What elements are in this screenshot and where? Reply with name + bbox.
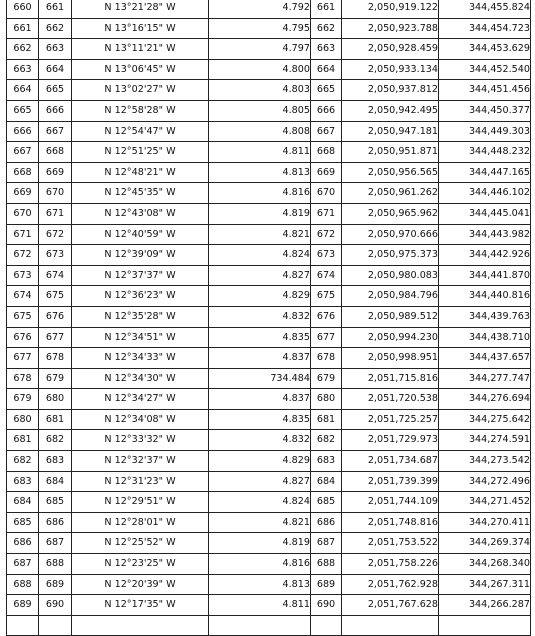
station-to-cell xyxy=(39,615,72,636)
point-cell: 675 xyxy=(311,286,342,307)
station-from-cell: 667 xyxy=(7,142,39,163)
easting-cell: 344,449.303 xyxy=(439,121,531,142)
easting-cell: 344,275.642 xyxy=(439,409,531,430)
bearing-cell: N 12°36'23" W xyxy=(72,286,209,307)
easting-cell: 344,266.287 xyxy=(439,595,531,616)
bearing-cell: N 12°34'27" W xyxy=(72,389,209,410)
northing-cell: 2,050,933.134 xyxy=(342,59,439,80)
easting-cell: 344,447.165 xyxy=(439,162,531,183)
station-to-cell: 689 xyxy=(39,574,72,595)
northing-cell xyxy=(342,615,439,636)
point-cell: 690 xyxy=(311,595,342,616)
distance-cell: 4.800 xyxy=(209,59,311,80)
station-to-cell: 661 xyxy=(39,0,72,18)
northing-cell: 2,050,919.122 xyxy=(342,0,439,18)
northing-cell: 2,050,947.181 xyxy=(342,121,439,142)
table-row xyxy=(7,451,531,472)
point-cell: 667 xyxy=(311,121,342,142)
point-cell: 678 xyxy=(311,348,342,369)
survey-coordinates-table xyxy=(6,0,531,636)
easting-cell: 344,455.824 xyxy=(439,0,531,18)
northing-cell: 2,050,942.495 xyxy=(342,100,439,121)
distance-cell: 4.832 xyxy=(209,306,311,327)
northing-cell: 2,050,980.083 xyxy=(342,265,439,286)
station-from-cell: 682 xyxy=(7,451,39,472)
bearing-cell: N 12°33'32" W xyxy=(72,430,209,451)
easting-cell: 344,439.763 xyxy=(439,306,531,327)
point-cell: 663 xyxy=(311,39,342,60)
point-cell: 679 xyxy=(311,368,342,389)
easting-cell: 344,438.710 xyxy=(439,327,531,348)
table-row xyxy=(7,80,531,101)
northing-cell: 2,051,767.628 xyxy=(342,595,439,616)
bearing-cell: N 12°58'28" W xyxy=(72,100,209,121)
station-from-cell: 669 xyxy=(7,183,39,204)
table-row xyxy=(7,245,531,266)
bearing-cell: N 12°34'08" W xyxy=(72,409,209,430)
table-row xyxy=(7,0,531,18)
station-to-cell: 676 xyxy=(39,306,72,327)
station-from-cell: 671 xyxy=(7,224,39,245)
station-from-cell: 689 xyxy=(7,595,39,616)
table-row xyxy=(7,389,531,410)
distance-cell: 4.808 xyxy=(209,121,311,142)
station-to-cell: 680 xyxy=(39,389,72,410)
bearing-cell: N 12°54'47" W xyxy=(72,121,209,142)
easting-cell: 344,267.311 xyxy=(439,574,531,595)
easting-cell: 344,451.456 xyxy=(439,80,531,101)
bearing-cell: N 12°45'35" W xyxy=(72,183,209,204)
station-to-cell: 662 xyxy=(39,18,72,39)
station-to-cell: 671 xyxy=(39,203,72,224)
northing-cell: 2,050,970.666 xyxy=(342,224,439,245)
easting-cell: 344,437.657 xyxy=(439,348,531,369)
table-row xyxy=(7,533,531,554)
point-cell: 668 xyxy=(311,142,342,163)
table-row xyxy=(7,18,531,39)
station-to-cell: 681 xyxy=(39,409,72,430)
bearing-cell: N 12°40'59" W xyxy=(72,224,209,245)
table-row xyxy=(7,471,531,492)
table-row xyxy=(7,492,531,513)
table-row xyxy=(7,348,531,369)
station-to-cell: 685 xyxy=(39,492,72,513)
table-row xyxy=(7,409,531,430)
distance-cell: 4.829 xyxy=(209,451,311,472)
easting-cell: 344,446.102 xyxy=(439,183,531,204)
point-cell xyxy=(311,615,342,636)
table-body xyxy=(7,0,531,636)
bearing-cell: N 12°51'25" W xyxy=(72,142,209,163)
northing-cell: 2,051,753.522 xyxy=(342,533,439,554)
table-row xyxy=(7,224,531,245)
table-row xyxy=(7,162,531,183)
bearing-cell: N 12°23'25" W xyxy=(72,554,209,575)
northing-cell: 2,050,951.871 xyxy=(342,142,439,163)
table-row xyxy=(7,183,531,204)
easting-cell: 344,454.723 xyxy=(439,18,531,39)
distance-cell: 4.811 xyxy=(209,142,311,163)
station-from-cell: 664 xyxy=(7,80,39,101)
point-cell: 674 xyxy=(311,265,342,286)
distance-cell: 4.832 xyxy=(209,430,311,451)
table-row xyxy=(7,203,531,224)
station-from-cell: 668 xyxy=(7,162,39,183)
table-row xyxy=(7,121,531,142)
northing-cell: 2,050,989.512 xyxy=(342,306,439,327)
table-row xyxy=(7,39,531,60)
bearing-cell: N 12°39'09" W xyxy=(72,245,209,266)
station-from-cell: 679 xyxy=(7,389,39,410)
table-row xyxy=(7,142,531,163)
point-cell: 669 xyxy=(311,162,342,183)
easting-cell: 344,450.377 xyxy=(439,100,531,121)
station-to-cell: 668 xyxy=(39,142,72,163)
station-from-cell: 684 xyxy=(7,492,39,513)
station-from-cell: 661 xyxy=(7,18,39,39)
point-cell: 673 xyxy=(311,245,342,266)
bearing-cell: N 13°16'15" W xyxy=(72,18,209,39)
bearing-cell: N 12°17'35" W xyxy=(72,595,209,616)
northing-cell: 2,050,975.373 xyxy=(342,245,439,266)
table-row xyxy=(7,59,531,80)
station-from-cell: 687 xyxy=(7,554,39,575)
table-row xyxy=(7,595,531,616)
distance-cell: 4.805 xyxy=(209,100,311,121)
point-cell: 680 xyxy=(311,389,342,410)
easting-cell: 344,448.232 xyxy=(439,142,531,163)
point-cell: 688 xyxy=(311,554,342,575)
station-to-cell: 663 xyxy=(39,39,72,60)
distance-cell: 4.821 xyxy=(209,512,311,533)
northing-cell: 2,051,744.109 xyxy=(342,492,439,513)
distance-cell: 4.803 xyxy=(209,80,311,101)
bearing-cell: N 12°25'52" W xyxy=(72,533,209,554)
station-to-cell: 665 xyxy=(39,80,72,101)
station-to-cell: 682 xyxy=(39,430,72,451)
northing-cell: 2,050,961.262 xyxy=(342,183,439,204)
station-to-cell: 666 xyxy=(39,100,72,121)
station-to-cell: 678 xyxy=(39,348,72,369)
distance-cell: 4.819 xyxy=(209,533,311,554)
station-from-cell: 670 xyxy=(7,203,39,224)
station-from-cell: 688 xyxy=(7,574,39,595)
bearing-cell: N 12°31'23" W xyxy=(72,471,209,492)
station-from-cell: 674 xyxy=(7,286,39,307)
northing-cell: 2,050,956.565 xyxy=(342,162,439,183)
station-to-cell: 674 xyxy=(39,265,72,286)
point-cell: 683 xyxy=(311,451,342,472)
easting-cell: 344,442.926 xyxy=(439,245,531,266)
point-cell: 686 xyxy=(311,512,342,533)
easting-cell: 344,271.452 xyxy=(439,492,531,513)
station-to-cell: 669 xyxy=(39,162,72,183)
distance-cell: 4.827 xyxy=(209,471,311,492)
bearing-cell: N 12°48'21" W xyxy=(72,162,209,183)
table-row xyxy=(7,615,531,636)
easting-cell: 344,453.629 xyxy=(439,39,531,60)
northing-cell: 2,051,720.538 xyxy=(342,389,439,410)
distance-cell: 4.824 xyxy=(209,492,311,513)
station-to-cell: 677 xyxy=(39,327,72,348)
table-row xyxy=(7,512,531,533)
point-cell: 682 xyxy=(311,430,342,451)
station-to-cell: 667 xyxy=(39,121,72,142)
bearing-cell: N 12°28'01" W xyxy=(72,512,209,533)
table-row xyxy=(7,430,531,451)
easting-cell: 344,443.982 xyxy=(439,224,531,245)
point-cell: 676 xyxy=(311,306,342,327)
bearing-cell: N 12°35'28" W xyxy=(72,306,209,327)
easting-cell: 344,440.816 xyxy=(439,286,531,307)
distance-cell: 4.813 xyxy=(209,574,311,595)
distance-cell: 4.821 xyxy=(209,224,311,245)
easting-cell: 344,445.041 xyxy=(439,203,531,224)
station-to-cell: 673 xyxy=(39,245,72,266)
northing-cell: 2,050,923.788 xyxy=(342,18,439,39)
point-cell: 685 xyxy=(311,492,342,513)
bearing-cell xyxy=(72,615,209,636)
station-to-cell: 679 xyxy=(39,368,72,389)
bearing-cell: N 12°32'37" W xyxy=(72,451,209,472)
distance-cell: 4.837 xyxy=(209,389,311,410)
northing-cell: 2,051,762.928 xyxy=(342,574,439,595)
northing-cell: 2,050,984.796 xyxy=(342,286,439,307)
table-row xyxy=(7,368,531,389)
easting-cell: 344,452.540 xyxy=(439,59,531,80)
bearing-cell: N 12°20'39" W xyxy=(72,574,209,595)
station-from-cell: 678 xyxy=(7,368,39,389)
station-from-cell: 672 xyxy=(7,245,39,266)
table-row xyxy=(7,554,531,575)
distance-cell: 734.484 xyxy=(209,368,311,389)
station-to-cell: 664 xyxy=(39,59,72,80)
table-row xyxy=(7,265,531,286)
northing-cell: 2,050,928.459 xyxy=(342,39,439,60)
northing-cell: 2,051,729.973 xyxy=(342,430,439,451)
station-from-cell: 677 xyxy=(7,348,39,369)
northing-cell: 2,051,725.257 xyxy=(342,409,439,430)
northing-cell: 2,050,965.962 xyxy=(342,203,439,224)
easting-cell: 344,277.747 xyxy=(439,368,531,389)
easting-cell: 344,272.496 xyxy=(439,471,531,492)
point-cell: 672 xyxy=(311,224,342,245)
station-from-cell: 676 xyxy=(7,327,39,348)
point-cell: 684 xyxy=(311,471,342,492)
point-cell: 664 xyxy=(311,59,342,80)
station-to-cell: 672 xyxy=(39,224,72,245)
point-cell: 662 xyxy=(311,18,342,39)
station-to-cell: 670 xyxy=(39,183,72,204)
northing-cell: 2,051,748.816 xyxy=(342,512,439,533)
station-from-cell: 680 xyxy=(7,409,39,430)
station-to-cell: 683 xyxy=(39,451,72,472)
station-from-cell: 666 xyxy=(7,121,39,142)
table-row xyxy=(7,100,531,121)
distance-cell: 4.827 xyxy=(209,265,311,286)
distance-cell: 4.792 xyxy=(209,0,311,18)
distance-cell: 4.835 xyxy=(209,327,311,348)
station-from-cell: 663 xyxy=(7,59,39,80)
point-cell: 661 xyxy=(311,0,342,18)
station-to-cell: 690 xyxy=(39,595,72,616)
easting-cell: 344,268.340 xyxy=(439,554,531,575)
northing-cell: 2,050,994.230 xyxy=(342,327,439,348)
station-to-cell: 688 xyxy=(39,554,72,575)
point-cell: 689 xyxy=(311,574,342,595)
station-from-cell: 686 xyxy=(7,533,39,554)
northing-cell: 2,050,998.951 xyxy=(342,348,439,369)
station-to-cell: 684 xyxy=(39,471,72,492)
station-from-cell: 665 xyxy=(7,100,39,121)
bearing-cell: N 12°34'30" W xyxy=(72,368,209,389)
point-cell: 666 xyxy=(311,100,342,121)
distance-cell: 4.816 xyxy=(209,183,311,204)
easting-cell: 344,276.694 xyxy=(439,389,531,410)
station-to-cell: 686 xyxy=(39,512,72,533)
point-cell: 677 xyxy=(311,327,342,348)
distance-cell: 4.797 xyxy=(209,39,311,60)
station-from-cell: 681 xyxy=(7,430,39,451)
table-row xyxy=(7,327,531,348)
northing-cell: 2,050,937.812 xyxy=(342,80,439,101)
bearing-cell: N 13°21'28" W xyxy=(72,0,209,18)
point-cell: 681 xyxy=(311,409,342,430)
point-cell: 687 xyxy=(311,533,342,554)
distance-cell: 4.824 xyxy=(209,245,311,266)
station-from-cell: 662 xyxy=(7,39,39,60)
northing-cell: 2,051,739.399 xyxy=(342,471,439,492)
distance-cell: 4.819 xyxy=(209,203,311,224)
station-from-cell: 660 xyxy=(7,0,39,18)
easting-cell: 344,274.591 xyxy=(439,430,531,451)
distance-cell: 4.816 xyxy=(209,554,311,575)
table-row xyxy=(7,306,531,327)
distance-cell: 4.835 xyxy=(209,409,311,430)
station-to-cell: 675 xyxy=(39,286,72,307)
bearing-cell: N 13°02'27" W xyxy=(72,80,209,101)
easting-cell xyxy=(439,615,531,636)
bearing-cell: N 13°11'21" W xyxy=(72,39,209,60)
station-from-cell: 685 xyxy=(7,512,39,533)
easting-cell: 344,269.374 xyxy=(439,533,531,554)
northing-cell: 2,051,758.226 xyxy=(342,554,439,575)
table-row xyxy=(7,574,531,595)
easting-cell: 344,441.870 xyxy=(439,265,531,286)
easting-cell: 344,270.411 xyxy=(439,512,531,533)
distance-cell: 4.813 xyxy=(209,162,311,183)
northing-cell: 2,051,734.687 xyxy=(342,451,439,472)
bearing-cell: N 12°37'37" W xyxy=(72,265,209,286)
distance-cell: 4.829 xyxy=(209,286,311,307)
distance-cell xyxy=(209,615,311,636)
station-from-cell: 675 xyxy=(7,306,39,327)
point-cell: 665 xyxy=(311,80,342,101)
point-cell: 671 xyxy=(311,203,342,224)
bearing-cell: N 12°43'08" W xyxy=(72,203,209,224)
station-from-cell: 683 xyxy=(7,471,39,492)
bearing-cell: N 13°06'45" W xyxy=(72,59,209,80)
distance-cell: 4.811 xyxy=(209,595,311,616)
distance-cell: 4.795 xyxy=(209,18,311,39)
distance-cell: 4.837 xyxy=(209,348,311,369)
table-row xyxy=(7,286,531,307)
easting-cell: 344,273.542 xyxy=(439,451,531,472)
bearing-cell: N 12°34'33" W xyxy=(72,348,209,369)
point-cell: 670 xyxy=(311,183,342,204)
bearing-cell: N 12°34'51" W xyxy=(72,327,209,348)
station-from-cell xyxy=(7,615,39,636)
bearing-cell: N 12°29'51" W xyxy=(72,492,209,513)
station-to-cell: 687 xyxy=(39,533,72,554)
station-from-cell: 673 xyxy=(7,265,39,286)
northing-cell: 2,051,715.816 xyxy=(342,368,439,389)
